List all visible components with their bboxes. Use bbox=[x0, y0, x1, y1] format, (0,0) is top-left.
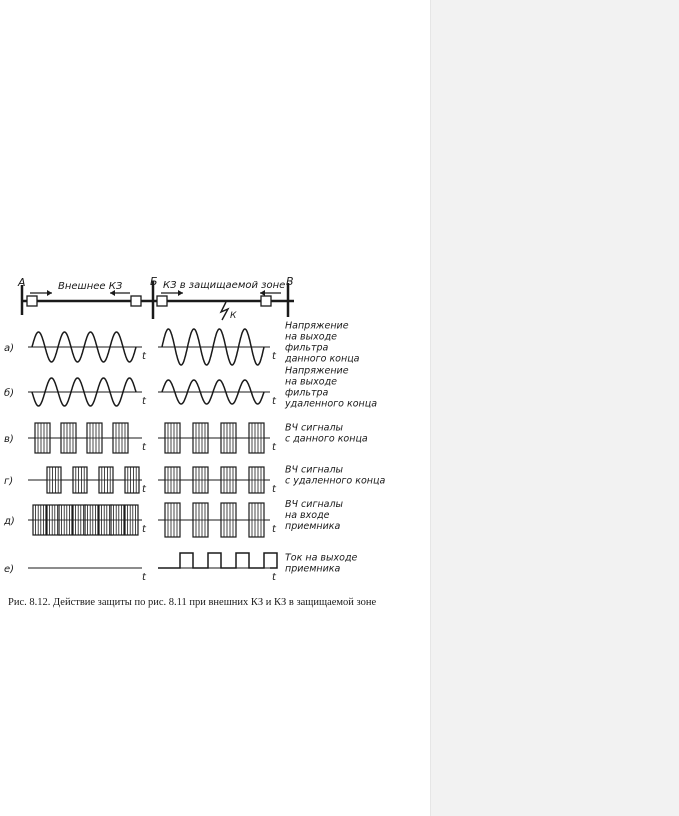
row-description-line: на входе bbox=[285, 510, 330, 521]
row-description-line: Ток на выходе bbox=[285, 552, 358, 564]
node-b-label: Б bbox=[150, 275, 158, 288]
time-label-left: t bbox=[142, 524, 146, 535]
waveform-row bbox=[28, 378, 270, 406]
hf-burst-left bbox=[85, 505, 98, 535]
hf-burst-left bbox=[125, 505, 138, 535]
hf-burst-left bbox=[113, 423, 128, 453]
time-label-left: t bbox=[142, 572, 146, 583]
hf-burst-right bbox=[193, 423, 208, 453]
row-marker: г) bbox=[4, 476, 14, 487]
row-description-line: приемника bbox=[285, 563, 341, 575]
breaker-a bbox=[27, 296, 37, 306]
left-zone-label: Внешнее КЗ bbox=[58, 281, 123, 292]
row-description-line: приемника bbox=[285, 521, 341, 532]
hf-burst-right bbox=[221, 467, 236, 493]
waveform-row bbox=[28, 423, 270, 453]
hf-burst-right bbox=[249, 423, 264, 453]
time-label-right: t bbox=[272, 396, 276, 407]
waveform-row bbox=[28, 329, 270, 365]
row-description-line: на выходе bbox=[285, 376, 337, 388]
hf-burst-left bbox=[125, 467, 139, 493]
waveform-row bbox=[28, 467, 270, 493]
hf-burst-left bbox=[99, 467, 113, 493]
row-marker: а) bbox=[4, 343, 15, 354]
time-label-left: t bbox=[142, 442, 146, 453]
fault-symbol bbox=[221, 302, 228, 320]
row-marker: в) bbox=[4, 434, 14, 445]
hf-burst-left bbox=[87, 423, 102, 453]
hf-burst-right bbox=[221, 423, 236, 453]
row-marker: д) bbox=[4, 516, 15, 527]
row-description-line: с данного конца bbox=[285, 433, 368, 445]
waveform-row bbox=[28, 503, 270, 537]
time-label-right: t bbox=[272, 524, 276, 535]
hf-burst-left bbox=[47, 505, 60, 535]
row-marker: е) bbox=[4, 564, 15, 575]
time-label-right: t bbox=[272, 572, 276, 583]
breaker-b-left bbox=[131, 296, 141, 306]
figure-caption: Рис. 8.12. Действие защиты по рис. 8.11 при внешних КЗ и КЗ в защищаемой зоне bbox=[8, 597, 377, 608]
side-panel bbox=[430, 0, 679, 816]
row-description-line: фильтра bbox=[285, 342, 329, 354]
hf-burst-left bbox=[33, 505, 46, 535]
row-description-line: Напряжение bbox=[285, 320, 349, 332]
row-description-line: ВЧ сигналы bbox=[285, 464, 344, 476]
row-description-line: удаленного конца bbox=[285, 398, 378, 410]
breaker-v bbox=[261, 296, 271, 306]
line-schematic bbox=[17, 275, 294, 321]
node-v-label: В bbox=[286, 275, 294, 288]
node-a-label: А bbox=[18, 276, 26, 289]
time-label-left: t bbox=[142, 351, 146, 362]
hf-burst-right bbox=[193, 467, 208, 493]
hf-burst-left bbox=[59, 505, 72, 535]
row-description-line: ВЧ сигналы bbox=[285, 422, 344, 434]
hf-burst-left bbox=[111, 505, 124, 535]
hf-burst-right bbox=[249, 467, 264, 493]
time-label-right: t bbox=[272, 351, 276, 362]
hf-burst-left bbox=[73, 467, 87, 493]
hf-burst-right bbox=[165, 423, 180, 453]
time-label-right: t bbox=[272, 484, 276, 495]
hf-burst-left bbox=[61, 423, 76, 453]
receiver-output-pulses bbox=[158, 553, 277, 568]
row-description-line: данного конца bbox=[285, 353, 360, 365]
time-label-left: t bbox=[142, 484, 146, 495]
hf-burst-right bbox=[221, 503, 236, 537]
row-description-line: на выходе bbox=[285, 331, 337, 343]
time-label-left: t bbox=[142, 396, 146, 407]
row-description-line: Напряжение bbox=[285, 365, 349, 377]
hf-burst-right bbox=[165, 503, 180, 537]
fault-label: К bbox=[230, 311, 237, 321]
breaker-b-right bbox=[157, 296, 167, 306]
arrow-a-right-head bbox=[47, 290, 52, 296]
hf-burst-left bbox=[47, 467, 61, 493]
row-description-line: с удаленного конца bbox=[285, 475, 386, 487]
hf-burst-right bbox=[165, 467, 180, 493]
waveform-rows bbox=[28, 329, 277, 568]
row-description-line: фильтра bbox=[285, 387, 329, 399]
right-zone-label: КЗ в защищаемой зоне bbox=[163, 280, 286, 291]
time-label-right: t bbox=[272, 442, 276, 453]
hf-burst-left bbox=[73, 505, 86, 535]
waveform-row bbox=[28, 553, 277, 568]
row-description-line: ВЧ сигналы bbox=[285, 499, 344, 510]
hf-burst-right bbox=[193, 503, 208, 537]
hf-burst-left bbox=[99, 505, 112, 535]
hf-burst-right bbox=[249, 503, 264, 537]
row-marker: б) bbox=[4, 388, 15, 399]
hf-burst-left bbox=[35, 423, 50, 453]
